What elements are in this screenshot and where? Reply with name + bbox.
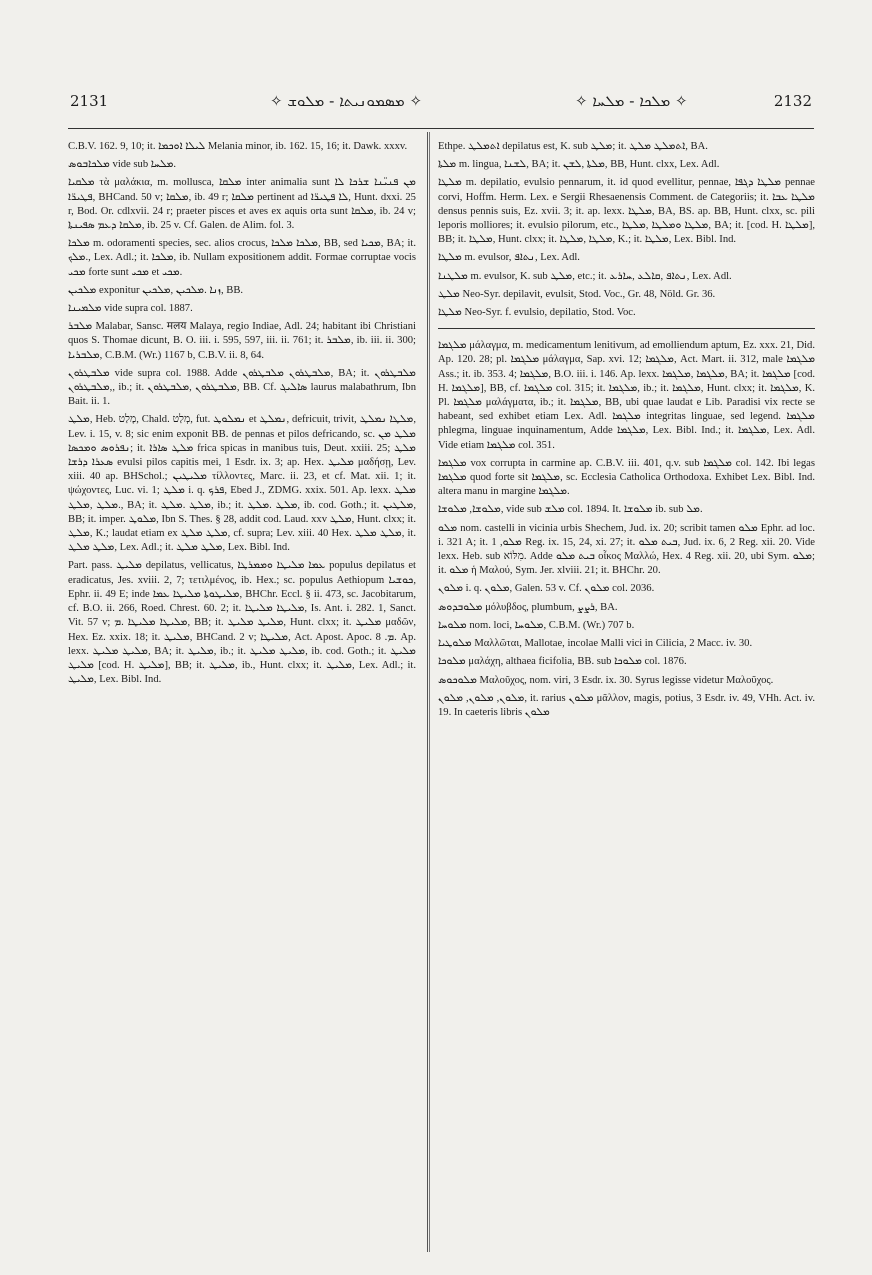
- page-number-left: 2131: [70, 92, 109, 110]
- entry: ܡܠܘܢ, ܡܠܘܢ, ܡܠܘܢ, it. rarius ܡܠܘܢ μᾶλλον, magis, potius, 3 Esdr. iv. 49, VHh. Act. iv. 19. In caeteris libris ܡܠܘܢ: [438, 692, 815, 718]
- entry: ܡܠܘܟܐ μαλάχη, althaea ficifolia, BB. sub ܡܠܘܟܐ col. 1876.: [438, 656, 687, 668]
- entry: ܡܠܛ Neo-Syr. depilavit, evulsit, Stod. Voc., Gr. 48, Nöld. Gr. 36.: [438, 288, 716, 300]
- entry: ܡܠܬܐ m. lingua, ܠܫܢܐ, BA; it. ܡܠܬܐ ,ܠܫܢ, BB, Hunt. clxx, Lex. Adl.: [438, 159, 720, 171]
- entry: ܡܠܛܐ Neo-Syr. f. evulsio, depilatio, Stod. Voc.: [438, 307, 636, 319]
- entry: C.B.V. 162. 9, 10; it. ܠܝܠܐ ܐܘܟܡܐ Melania minor, ib. 162. 15, 16; it. Dawk. xxxv.: [68, 141, 408, 152]
- entry: ܡܠܟܝܢ exponitur ܙܢܐ .ܡܠܟܝܢ ,ܡܠܟܝܢ, BB.: [68, 284, 244, 296]
- entry: ܡܠܘܢ i. q. ܡܠܘܢ, Galen. 53 v. Cf. ܡܠܘܢ col. 2036.: [438, 583, 655, 595]
- entry: ܡܠܟܐ m. odoramenti species, sec. alios crocus, ܡܠܟܐ ܡܠܟܐ, BB, sed ܡܟܝܐ, BA; it. ܡܠܟ., Lex. Adl.; it. ܡܠܟܐ, ib. Nullam expositionem addit. Formae corruptae vocis ܡܟܝ forte sunt ܡܟܝ et ܡܟܝ.: [68, 238, 417, 278]
- entry: ܡܠܘܛܝܐ Μαλλῶται, Mallotae, incolae Malli vici in Cilicia, 2 Macc. iv. 30.: [438, 638, 753, 650]
- entry: ܡܠܡܝܢܐ vide supra col. 1887.: [68, 303, 193, 315]
- entry: ܡܠܘܫܐ, ܡܠܘܫܐ, vide sub ܡܠܫ col. 1894. It. ܡܠܘܫܐ ib. sub ܡܠ.: [438, 504, 703, 516]
- entry: ܡܠܒܪ Malabar, Sansc. मलय Malaya, regio Indiae, Adl. 24; habitant ibi Christiani quos S. Thomae dicunt, B. O. iii. i. 595, 597, iii. ii. 761; it. ܡܠܒܪ, ib. iii. ii. 300; ܡܠܒܪܝܐ, C.B.M. (Wr.) 1167 b, C.B.V. ii. 8, 64.: [68, 321, 416, 361]
- entry: ܡܠܛܐ m. evulsor, ܢܬܐܦ, Lex. Adl.: [438, 252, 580, 264]
- page-header: [70, 92, 812, 118]
- header-rule: [68, 128, 814, 129]
- running-head-left: ✧ ܡܣܡܘܢܝܬܐ - ܡܠܘܫ ✧: [270, 92, 423, 110]
- entry: ܡܠܛܐ m. depilatio, evulsio pennarum, it. id quod evellitur, pennae, ܡܠܛܐ ܕܓܦܐ pennae corvi, Hoffm. Herm. Lex. e Sergii Rhesaenensis Comment. de Categoriis; it. ܡܠܛܐ ܥܒܐ densus pennis suis, Ez. xvii. 3; it. ap. lexx. ܡܠܛܐ, BA, BS. ap. BB, Hunt. clxx, sc. pili leporis molliores; it. evulsio pilorum, etc., ܡܠܛܐ ܘܡܠܛܐ ,ܡܠܛܐ, BA; it. [cod. H. ܡܠܛܐ], BB; it. ܡܠܛܐ, Hunt. clxx; it. ܡܠܛܐ ,ܡܠܛܐ, K.; it. ܡܠܛܐ, Lex. Bibl. Ind.: [438, 177, 815, 246]
- page-number-right: 2132: [773, 92, 812, 110]
- left-column: [68, 140, 416, 691]
- entry: ܡܠܘܚܐ nom. loci, ܡܠܘܚܐ, C.B.M. (Wr.) 707 b.: [438, 619, 635, 631]
- entry: ܡܠܓܡܐ μάλαγμα, m. medicamentum lenitivum, ad emolliendum aptum, Ez. xxx. 21, Did. Ap. 120. 28; pl. ܡܠܓܡܐ μάλαγμα, Sap. xvi. 12; ܡܠܓܡܐ, Act. Mart. ii. 312, male ܡܠܓܡܐ Ass.; it. ib. 353. 4; ܡܠܓܡܐ, B.O. iii. i. 146. Ap. lexx. ܡܠܓܡܐ ,ܡܠܓܡܐ, BA; it. ܡܠܓܡܐ [cod. H. ܡܠܓܡܐ], BB, cf. ܡܠܓܡܐ col. 315; it. ܡܠܓܡܐ, ib.; it. ܡܠܓܡܐ, Hunt. clxx; it. ܡܠܓܡܐ, K. Pl. ܡܠܓܡܐ μαλάγματα, ib.; it. ܡܠܓܡܐ, BB, ubi quae laudat e Lib. Paradisi vix recte se habeant, sed exhibet etiam Lex. Adl. ܡܠܓܡܐ integritas linguae, sed legend. ܡܠܓܡܐ phlegma, linguae inquinamentum, Adde ܡܠܓܡܐ, Lex. Bibl. Ind.; it. ܡܠܓܡܐ, Lex. Adl. Vide etiam ܡܠܓܡܐ col. 351.: [438, 340, 816, 451]
- entry: ܡܠܛܢܐ m. evulsor, K. sub ܡܠܛ, etc.; it. ܢܬܐܦ ,ܩܐܠܥ ,ܚܐܪܥ, Lex. Adl.: [438, 270, 732, 282]
- right-column: [438, 140, 815, 724]
- section-separator: [438, 328, 815, 329]
- entry: ܡܠܓܡܐ vox corrupta in carmine ap. C.B.V. iii. 401, q.v. sub ܡܠܓܡܐ col. 142. Ibi legas ܡܠܓܡܐ quod forte sit ܡܠܓܡܐ, sc. Ecclesia Catholica Orthodoxa. Exhibet Lex. Bibl. Ind. altera manu in margine ܡܠܓܡܐ.: [438, 457, 815, 498]
- entry: ܡܠܟܐܒܘܣ vide sub ܡܠܚܐ.: [68, 159, 177, 171]
- entry: ܡܠܩܝܐ τὰ μαλάκια, m. mollusca, ܡܠܩܐ inter animalia sunt ܡܢ ܦܢܝ̈ܢܐ ܫܪܟܐ ܠܐ ܦܛܝܪ̈ܐ, BHCand. 50 v; ܡܠܩܐ, ib. 49 r; ܡܠܩܐ pertinent ad ܠܐ ܦܛܝܪ̈ܐ, Hunt. dxxi. 25 r, Bod. Or. cdlxvii. 24 r; praeter pisces et aves ex aquis orta sunt ܡܠܩܐ, ib. 24 v; ܡܠܩܐ ܕܥܡ ܣܦܝܢܬܐ, ib. 25 v. Cf. Galen. de Alim. fol. 3.: [68, 177, 416, 232]
- entry: ܡܠܘܒܕܘܣ μόλυβδος, plumbum, ܪܨܨ, BA.: [438, 601, 618, 613]
- entry: ܡܠܒܛܪܘܢ vide supra col. 1988. Adde ܡܠܒܛܪܘܢ ܡܠܒܛܪܘܢ, BA; it. ܡܠܒܛܪܘܢ ,ܡܠܒܛܪܘܢ, ib.; it. ܡܠܒܛܪܘܢ ,ܡܠܒܛܪܘܢ, BB. Cf. ܣܐܠܝܓ laurus malabathrum, Ibn Bait. ii. 1.: [68, 367, 416, 408]
- column-divider-inner: [429, 132, 430, 1252]
- entry: Ethpe. ܐܬܡܠܛ depilatus est, K. sub ܡܠܛ; it. ܐܬܡܠܛ ܡܠܛ, BA.: [438, 141, 708, 152]
- entry: ܡܠܘܟܘܣ Μαλοῦχος, nom. viri, 3 Esdr. ix. 30. Syrus legisse videtur Μαλοῦχος.: [438, 674, 774, 686]
- entry: ܡܠܛ, Heb. מָלַט, Chald. מְלַט, fut. ܢܡܠܘܛ et ܢܡܠܛ, defricuit, trivit, ܡܠܛܐ ܢܡܠܛ, Lev. i. 15, v. 8; sic enim exponit BB. de pennas et pilos defricando, sc. ܡܠܛ ܡܢ ܢܦܪܘܣ ܘܡܟܣܐ; it. ܡܠܛ ܣܐܪܐ frica spicas in manibus tuis, Deut. xxiii. 25; ܡܠܛ ܣܥܪܐ ܕܪܫܐ evulsi pilos capitis mei, 1 Esdr. ix. 3; ap. Hex. ܡܠܝܛ μαδήσῃ, Lev. xiii. 40 ap. BHSchol.; ܡܠܝܛܝܢ τίλλοντες, Marc. ii. 23, et cf. Mat. xii. 1; it. ψώχοντες, Luc. vi. 1; ܡܠܛ i. q. ܦܪܟ, Ebed J., ZDMG. xxix. 501. Ap. lexx. ܡܠܛ .ܡܠܛ ,ܡܠܛ, BA; it. ܡܠܛ .ܡܠܛ, ib.; it. ܡܠܛ .ܡܠܛ, ib. cod. Goth.; it. ܡܠܛܝܢ, BB; it. imper. ܡܠܘܛ, Ibn S. Thes. § 28, addit cod. Laud. xxv ܡܠܛ, Hunt. clxx; it. ܡܠܛ, K.; laudat etiam ex ܡܠܛ ܡܠܛ, cf. supra; Lev. xiii. 40 Hex. ܡܠܛ ܡܠܛ, it. ܡܠܛ ܡܠܛ, Lex. Adl.; it. ܡܠܛ ܡܠܛ, Lex. Bibl. Ind.: [68, 414, 417, 554]
- running-head-right: ✧ ܡܠܟܐ - ܡܠܚܐ ✧: [575, 92, 688, 110]
- column-divider: [427, 132, 428, 1252]
- entry: ܡܠܘ nom. castelli in vicinia urbis Shechem, Jud. ix. 20; scribit tamen ܡܠܘ Ephr. ad loc. i. 321 A; it. ܡܠܘ, 1 Reg. ix. 15, 24, xi. 27; it. ܒܝܬ ܡܠܘ, Jud. ix. 6, 2 Reg. xii. 20. Vide lexx. Heb. sub מִלּוֹא. Adde ܒܝܬ ܡܠܘ οἶκος Μαλλώ, Hex. 4 Reg. xii. 20, ubi Sym. ܡܠܘ; it. ܡܠܘ ἡ Μαλού, Sym. Jer. xlviii. 21; it. BHChr. 20.: [438, 522, 816, 577]
- entry: Part. pass. ܡܠܝܛ depilatus, vellicatus, ܥܡܐ ܡܠܝܛܐ ܘܡܡܪܛܐ populus depilatus et eradicatus, Jes. xviii. 2, 7; τετιλμένος, ib. Hex.; sc. populus Aethiopum ܟܘܫܝܐ, Ephr. ii. 49 E; inde ܡܠܝܛܘܬܐ ܡܠܝܛܐ ܥܡܐ, BHChr. Eccl. § ii. 473, sc. Jacobitarum, cf. B.O. ii. 266, Roed. Chrest. 60. 2; it. ܡܠܝܛܐ ܡܠܝܛܐ, Is. Ant. i. 282. 1, Sanct. Vit. 57 v; ܡܠܝܛܐ ܡܠܝܛܐ .ܡ, BB; it. ܡܠܝܛ ܡܠܝܛ, Hunt. clxx; it. ܡܠܝܛ μαδῶν, Hex. Ez. xxix. 18; it. ܡܠܝܛ, BHCand. 2 v; ܡܠܝܛܐ, Act. Apost. Apoc. ܡ. 8. Ap. lexx. ܡܠܝܛ ܡܠܝܛ, BA; it. ܡܠܝܛ, ib.; it. ܡܠܝܛ ܡܠܝܛ, ib. cod. Goth.; it. ܡܠܝܛ ܡܠܝܛ [cod. H. ܡܠܝܛ], BB; it. ܡܠܝܛ, ib., Hunt. clxx; it. ܡܠܝܛ, Lex. Adl.; it. ܡܠܝܛ, Lex. Bibl. Ind.: [68, 560, 417, 686]
